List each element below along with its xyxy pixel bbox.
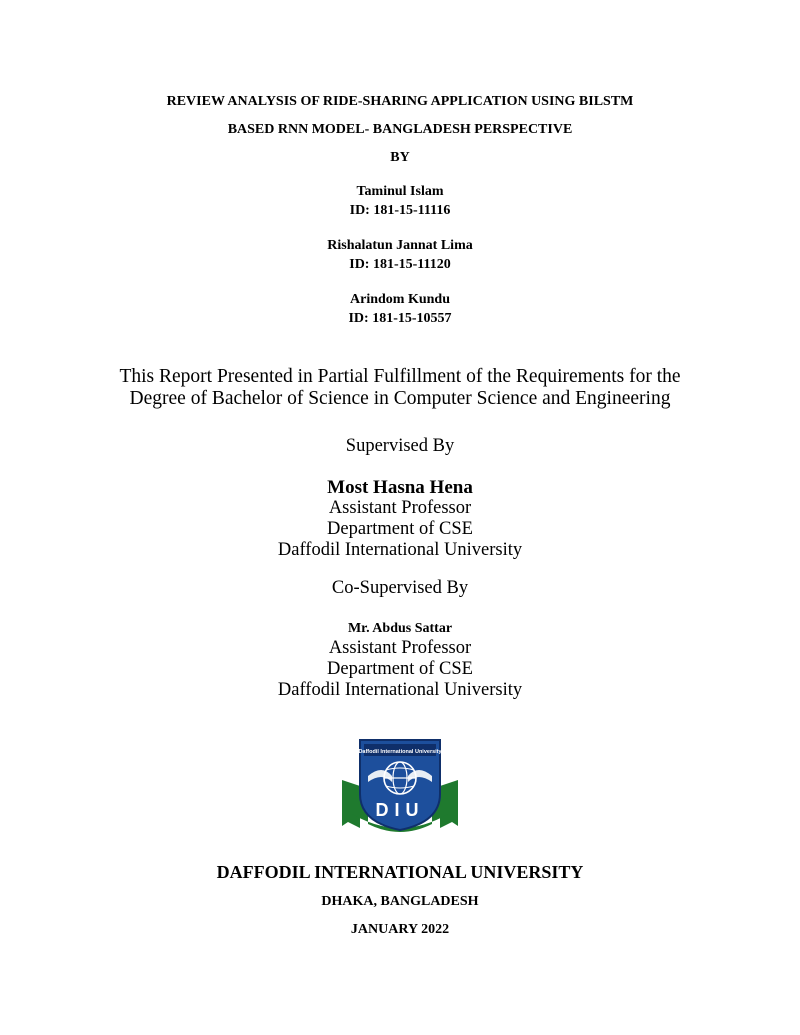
author-id-2: ID: 181-15-11120 [349, 257, 451, 272]
footer-university-name: DAFFODIL INTERNATIONAL UNIVERSITY [216, 862, 584, 882]
supervisor-university: Daffodil International University [277, 540, 523, 560]
author-name-2: Rishalatun Jannat Lima [327, 238, 473, 253]
university-logo-icon [338, 736, 462, 832]
supervised-by-label: Supervised By [345, 436, 455, 456]
logo-top-text: Daffodil International University [358, 749, 442, 755]
supervisor-name: Most Hasna Hena [327, 477, 473, 498]
author-name-3: Arindom Kundu [350, 292, 450, 307]
statement-line-2: Degree of Bachelor of Science in Computer Science and Engineering [129, 388, 671, 409]
co-supervisor-name: Mr. Abdus Sattar [347, 621, 453, 636]
supervisor-title: Assistant Professor [328, 498, 472, 518]
footer-date: JANUARY 2022 [350, 922, 450, 937]
co-supervisor-title: Assistant Professor [328, 638, 472, 658]
statement-line-1: This Report Presented in Partial Fulfillment of the Requirements for the [119, 366, 681, 387]
logo-letters: DIU [375, 800, 425, 820]
author-id-3: ID: 181-15-10557 [348, 311, 452, 326]
author-name-1: Taminul Islam [356, 184, 444, 199]
by-label: BY [390, 150, 410, 165]
author-id-1: ID: 181-15-11116 [349, 203, 451, 218]
co-supervisor-department: Department of CSE [327, 659, 473, 679]
co-supervised-by-label: Co-Supervised By [331, 578, 469, 598]
thesis-title-line-1: REVIEW ANALYSIS OF RIDE-SHARING APPLICATION USING BILSTM [166, 94, 634, 109]
thesis-title-line-2: BASED RNN MODEL- BANGLADESH PERSPECTIVE [227, 122, 573, 137]
co-supervisor-university: Daffodil International University [277, 680, 523, 700]
footer-location: DHAKA, BANGLADESH [321, 894, 479, 909]
supervisor-department: Department of CSE [327, 519, 473, 539]
